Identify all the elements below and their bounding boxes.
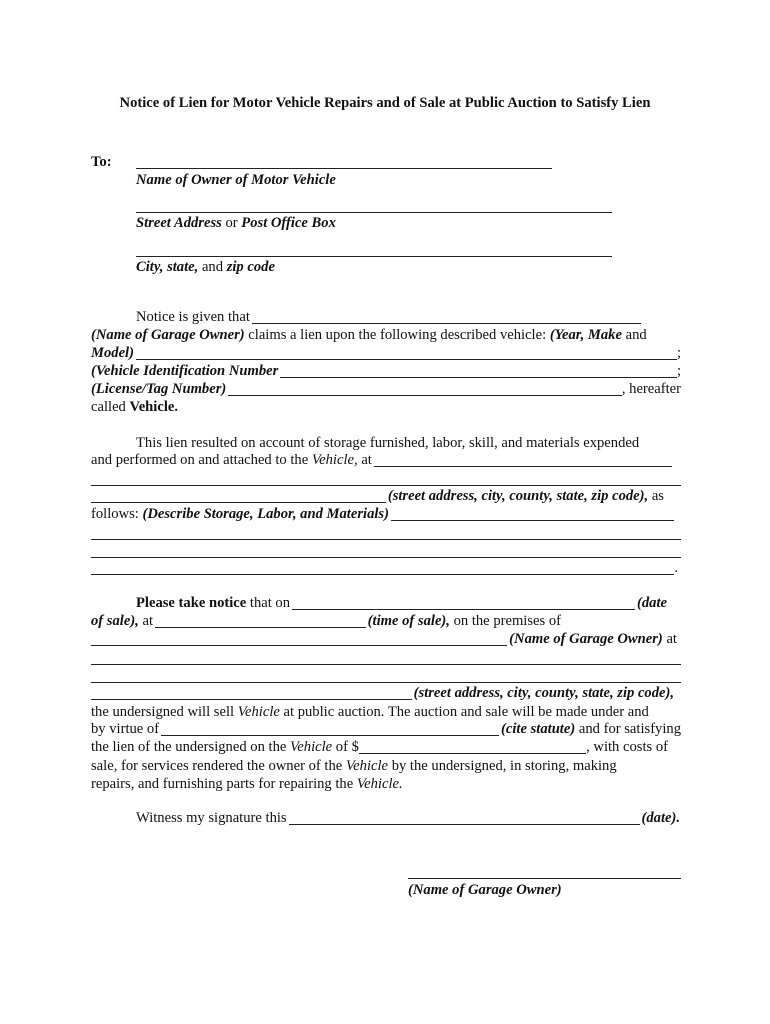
lien-intro: This lien resulted on account of storage furnished, labor, skill, and materials expended (136, 435, 640, 451)
describe-field-2[interactable] (91, 539, 681, 540)
street-address-line: (street address, city, county, state, zip code), as (91, 488, 664, 506)
garage-owner-name-field[interactable] (252, 309, 641, 324)
city-state-zip-label: City, state, and zip code (136, 259, 275, 275)
witness-date-field[interactable] (289, 810, 640, 825)
describe-field-1[interactable] (391, 506, 674, 521)
model-line: Model) ; (91, 345, 681, 361)
repairs-line: repairs, and furnishing parts for repairing the Vehicle. (91, 776, 403, 792)
street-address-field[interactable] (136, 212, 612, 213)
time-of-sale-line: of sale), at (time of sale), on the premises of (91, 613, 561, 629)
called-vehicle-line: called Vehicle. (91, 399, 179, 415)
signature-field[interactable] (408, 878, 681, 879)
premises-address-field-3[interactable] (91, 685, 412, 700)
sale-time-field[interactable] (155, 613, 366, 628)
repair-location-field-2[interactable] (91, 485, 681, 486)
license-line: (License/Tag Number) , hereafter (91, 381, 681, 397)
describe-field-4[interactable] (91, 560, 674, 575)
follows-line: follows: (Describe Storage, Labor, and Materials) (91, 506, 676, 524)
license-tag-field[interactable] (228, 381, 622, 396)
notice-line: Notice is given that (136, 309, 643, 327)
statute-field[interactable] (161, 721, 499, 736)
sale-date-field[interactable] (292, 595, 635, 610)
claims-line: (Name of Garage Owner) claims a lien upon the following described vehicle: (Year, Make and (91, 327, 647, 343)
vin-field[interactable] (280, 363, 677, 378)
describe-field-3[interactable] (91, 557, 681, 558)
witness-line: Witness my signature this (date). (136, 810, 680, 826)
street-address-label: Street Address or Post Office Box (136, 215, 336, 231)
city-state-zip-field[interactable] (136, 256, 612, 257)
sale-services-line: sale, for services rendered the owner of the Vehicle by the undersigned, in storing, making (91, 758, 617, 774)
undersigned-line: the undersigned will sell Vehicle at public auction. The auction and sale will be made under and (91, 704, 649, 720)
performed-line: and performed on and attached to the Vehicle, at (91, 452, 674, 470)
lien-amount-line: the lien of the undersigned on the Vehicle of $ , with costs of (91, 739, 668, 755)
premises-line: (Name of Garage Owner) at (91, 631, 677, 649)
premises-owner-field[interactable] (91, 631, 507, 646)
street-address-line-2: (street address, city, county, state, zip code), (91, 685, 674, 703)
year-make-model-field[interactable] (136, 345, 677, 360)
vin-line: (Vehicle Identification Number ; (91, 363, 681, 379)
repair-location-field-1[interactable] (374, 452, 672, 467)
premises-address-field-2[interactable] (91, 682, 681, 683)
to-label: To: (91, 154, 112, 170)
by-virtue-line: by virtue of (cite statute) and for satisfying (91, 721, 681, 737)
repair-location-field-3[interactable] (91, 488, 386, 503)
owner-name-label: Name of Owner of Motor Vehicle (136, 172, 336, 188)
signature-label: (Name of Garage Owner) (408, 882, 562, 898)
owner-name-field[interactable] (136, 168, 552, 169)
describe-last-line: . (91, 560, 678, 578)
take-notice-line: Please take notice that on (date (136, 595, 667, 611)
document-title: Notice of Lien for Motor Vehicle Repairs and of Sale at Public Auction to Satisfy Lien (119, 95, 651, 111)
premises-address-field-1[interactable] (91, 664, 681, 665)
lien-amount-field[interactable] (359, 739, 586, 754)
